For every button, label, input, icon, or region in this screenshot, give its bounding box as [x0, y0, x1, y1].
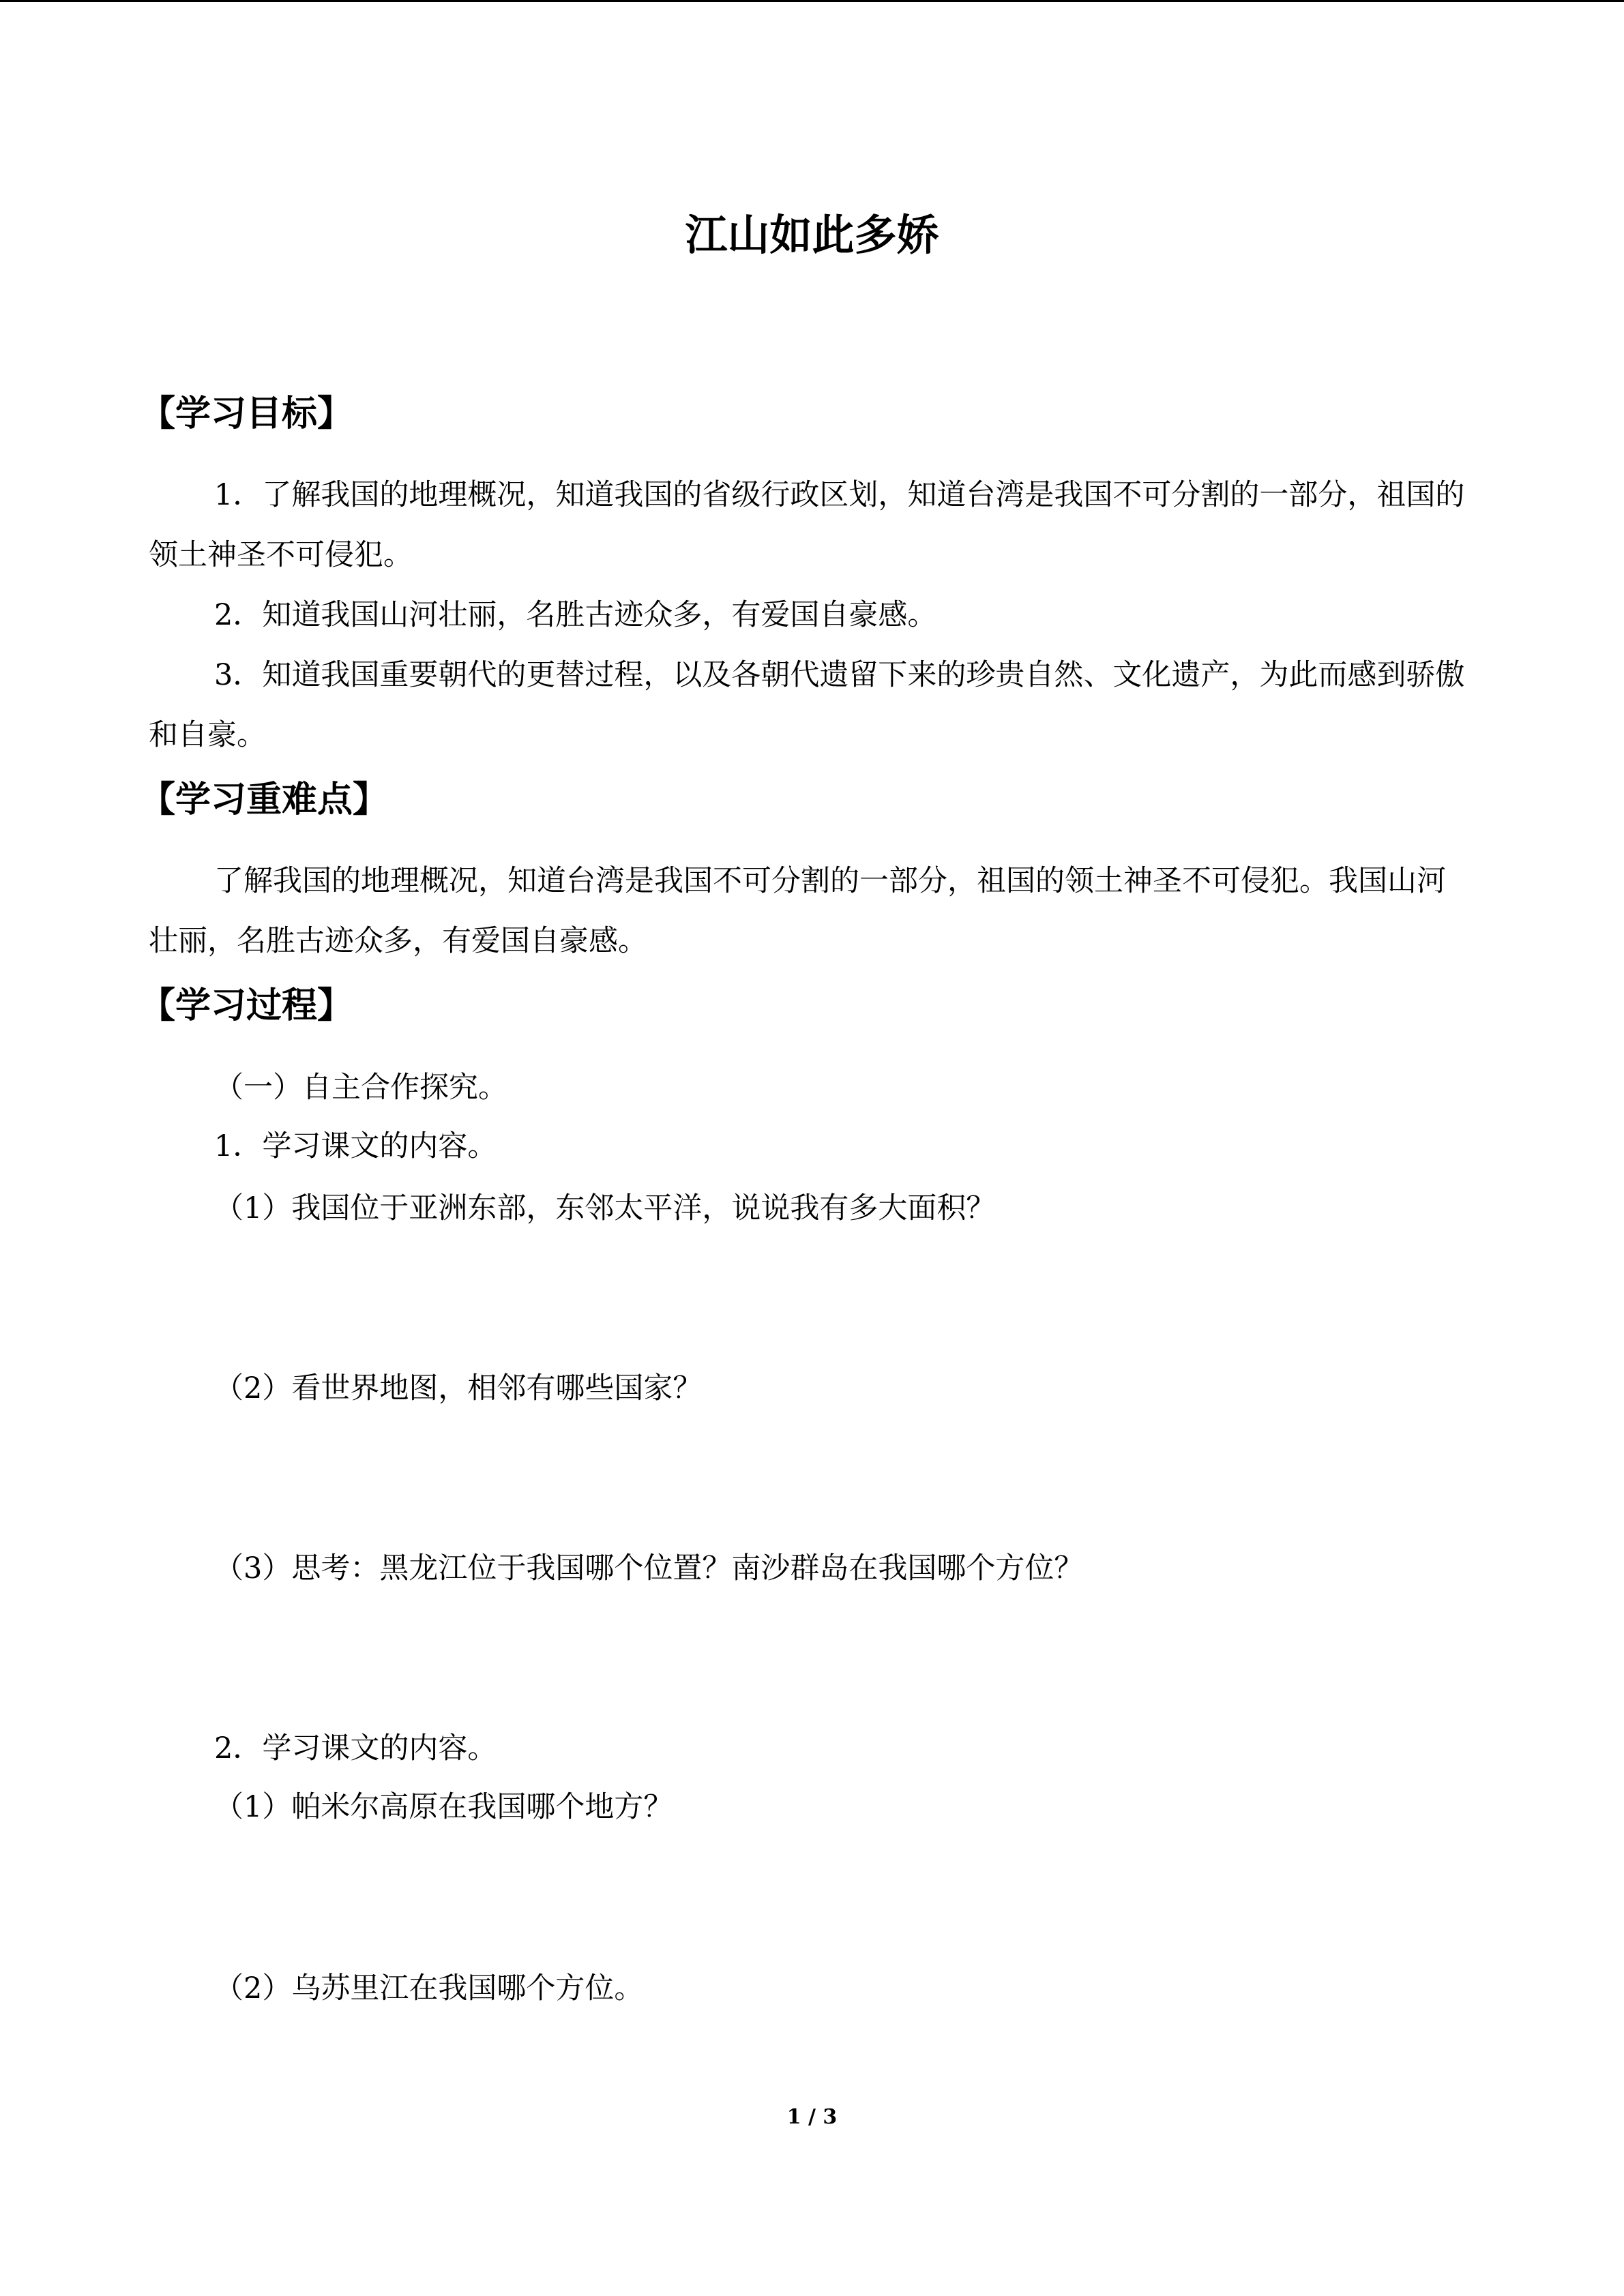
section-heading-process: 【学习过程】: [140, 985, 353, 1026]
process-line-study-2: 2．学习课文的内容。: [214, 1731, 497, 1765]
question-1-3: （3）思考：黑龙江位于我国哪个位置？南沙群岛在我国哪个方位？: [214, 1551, 1084, 1585]
question-1-2: （2）看世界地图，相邻有哪些国家？: [214, 1371, 703, 1405]
objective-item-3: 3．知道我国重要朝代的更替过程，以及各朝代遗留下来的珍贵自然、文化遗产，为此而感到骄傲和自豪。: [149, 658, 1465, 752]
objective-item-2: 2．知道我国山河壮丽，名胜古迹众多，有爱国自豪感。: [214, 598, 937, 632]
question-2-1: （1）帕米尔高原在我国哪个地方？: [214, 1790, 673, 1824]
section-heading-objectives: 【学习目标】: [140, 393, 353, 434]
question-1-1: （1）我国位于亚洲东部，东邻太平洋，说说我有多大面积？: [214, 1191, 996, 1225]
process-line-intro: （一）自主合作探究。: [214, 1071, 507, 1105]
process-line-study-1: 1．学习课文的内容。: [214, 1129, 497, 1163]
objective-item-1: 1．了解我国的地理概况，知道我国的省级行政区划，知道台湾是我国不可分割的一部分，祖国的领土神圣不可侵犯。: [149, 478, 1465, 572]
question-2-2: （2）乌苏里江在我国哪个方位。: [214, 1971, 644, 2006]
page-number: 1 / 3: [786, 2105, 838, 2129]
document-title: 江山如此多娇: [685, 210, 939, 260]
section-heading-keypoints: 【学习重难点】: [140, 779, 389, 820]
keypoints-paragraph: 了解我国的地理概况，知道台湾是我国不可分割的一部分，祖国的领土神圣不可侵犯。我国山河壮丽，名胜古迹众多，有爱国自豪感。: [149, 864, 1446, 958]
